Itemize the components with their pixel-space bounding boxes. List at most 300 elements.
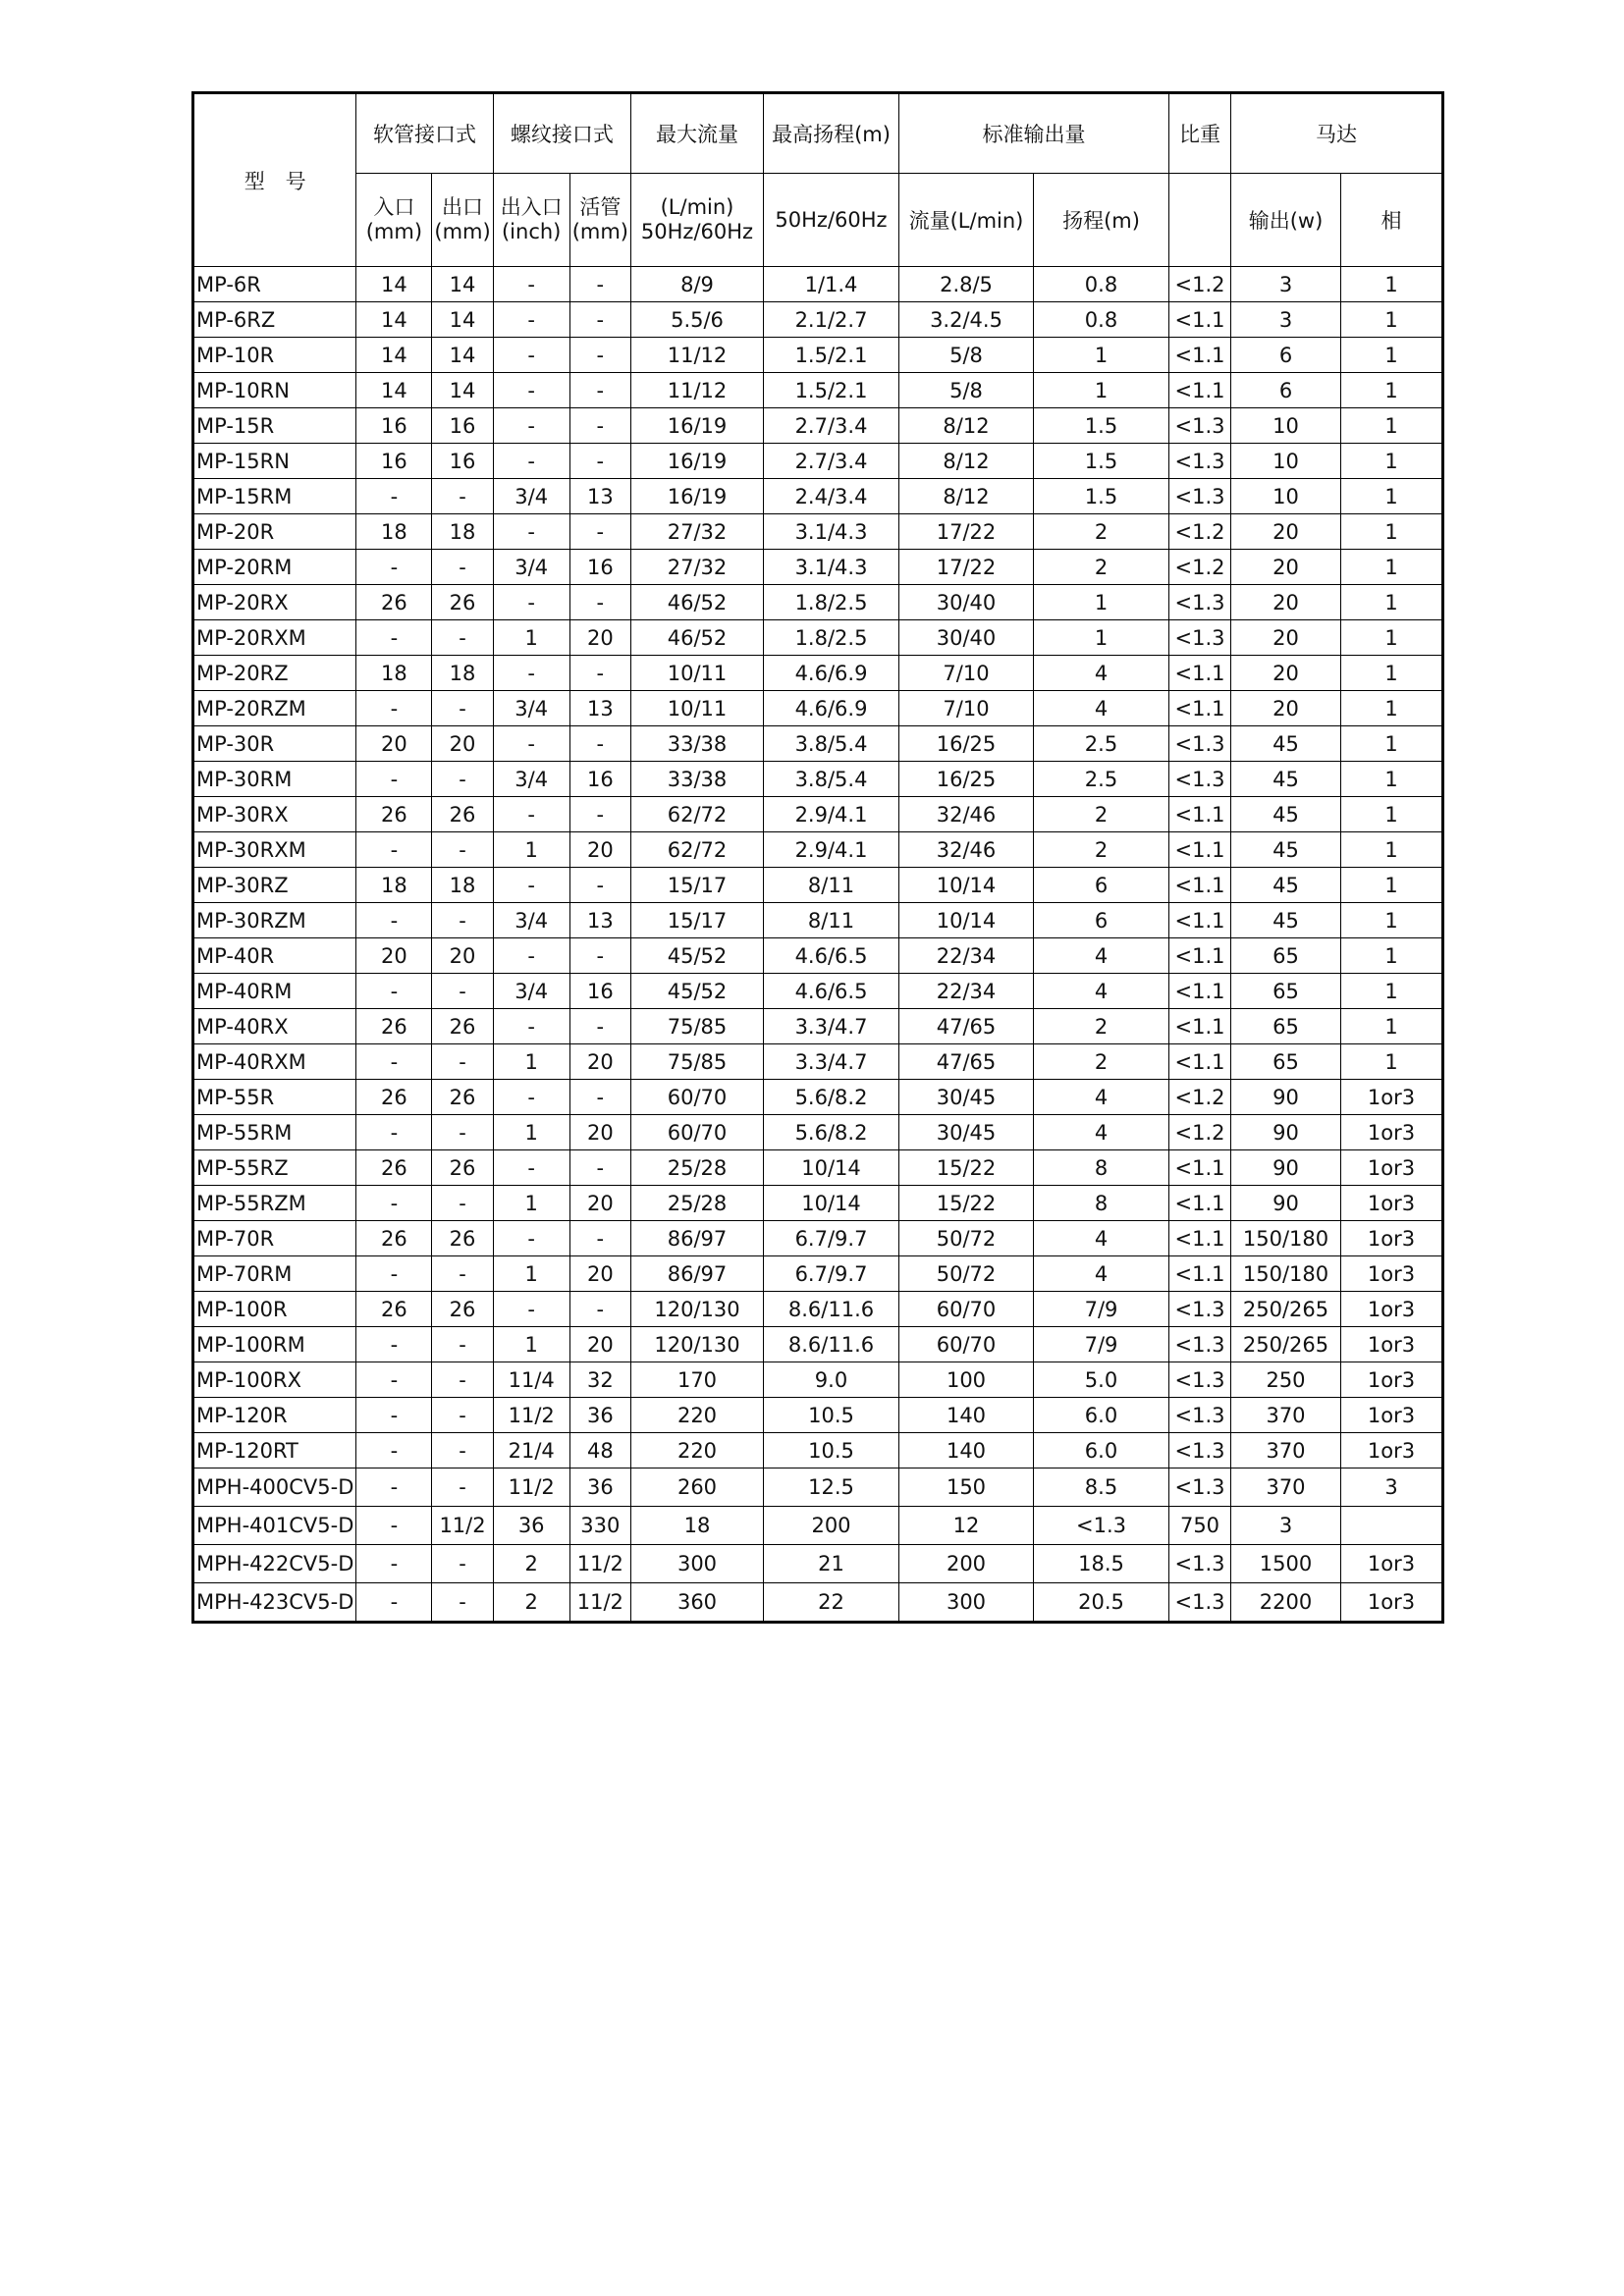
cell-thread-port: - [493, 302, 569, 338]
cell-max-flow: 86/97 [631, 1221, 764, 1256]
cell-model: MP-20R [193, 514, 356, 550]
table-row [193, 656, 1443, 691]
cell-std-flow: 140 [899, 1398, 1034, 1433]
cell-max-flow: 45/52 [631, 974, 764, 1009]
cell-std-head: 2 [1034, 514, 1169, 550]
cell-hose-inlet: - [356, 1256, 432, 1292]
cell-motor-phase: 1 [1341, 1009, 1443, 1044]
cell-max-head: 4.6/6.5 [764, 974, 899, 1009]
cell-specific-gravity: <1.3 [1169, 762, 1231, 797]
table-row [193, 1507, 1443, 1545]
cell-motor-output: 250 [1231, 1362, 1341, 1398]
cell-thread-pipe: 20 [569, 1115, 630, 1150]
cell-specific-gravity: <1.1 [1169, 1150, 1231, 1186]
table-row [193, 1583, 1443, 1623]
cell-thread-pipe: 330 [569, 1507, 630, 1545]
table-row [193, 938, 1443, 974]
cell-model: MP-70RM [193, 1256, 356, 1292]
cell-thread-port: 3/4 [493, 903, 569, 938]
table-row [193, 1115, 1443, 1150]
table-row [193, 444, 1443, 479]
cell-motor-output: 20 [1231, 514, 1341, 550]
cell-thread-port: 3/4 [493, 479, 569, 514]
cell-std-head: 1.5 [1034, 444, 1169, 479]
cell-model: MP-15R [193, 408, 356, 444]
cell-max-head: 22 [764, 1583, 899, 1623]
table-row [193, 1256, 1443, 1292]
table-row [193, 550, 1443, 585]
cell-std-flow: 2.8/5 [899, 267, 1034, 302]
cell-motor-output: 250/265 [1231, 1292, 1341, 1327]
cell-model: MP-120RT [193, 1433, 356, 1468]
cell-max-flow: 15/17 [631, 868, 764, 903]
cell-thread-port: - [493, 1221, 569, 1256]
cell-motor-output: 250/265 [1231, 1327, 1341, 1362]
cell-std-head: 6.0 [1034, 1433, 1169, 1468]
cell-thread-pipe: 36 [569, 1398, 630, 1433]
cell-motor-phase: 1or3 [1341, 1150, 1443, 1186]
cell-max-head: 200 [764, 1507, 899, 1545]
table-row [193, 1009, 1443, 1044]
cell-motor-output: 20 [1231, 585, 1341, 620]
cell-model: MP-100R [193, 1292, 356, 1327]
cell-std-head: 4 [1034, 1221, 1169, 1256]
cell-model: MP-40RM [193, 974, 356, 1009]
table-row [193, 585, 1443, 620]
cell-specific-gravity: <1.1 [1169, 302, 1231, 338]
cell-max-head: 8.6/11.6 [764, 1292, 899, 1327]
cell-thread-port: 1 [493, 1327, 569, 1362]
cell-thread-port: 11/2 [493, 1398, 569, 1433]
cell-hose-outlet: - [432, 1545, 493, 1583]
cell-motor-output: 1500 [1231, 1545, 1341, 1583]
cell-motor-phase: 1 [1341, 938, 1443, 974]
cell-hose-inlet: 14 [356, 338, 432, 373]
cell-hose-inlet: 14 [356, 302, 432, 338]
table-row [193, 373, 1443, 408]
table-row [193, 1221, 1443, 1256]
cell-specific-gravity: <1.1 [1169, 1221, 1231, 1256]
cell-hose-inlet: - [356, 479, 432, 514]
cell-hose-outlet: - [432, 1115, 493, 1150]
cell-model: MP-20RZM [193, 691, 356, 726]
cell-thread-port: 2 [493, 1583, 569, 1623]
cell-specific-gravity: <1.1 [1169, 974, 1231, 1009]
cell-specific-gravity: <1.3 [1169, 1327, 1231, 1362]
cell-hose-inlet: - [356, 620, 432, 656]
table-row [193, 1545, 1443, 1583]
cell-thread-port: - [493, 267, 569, 302]
header-motor-phase: 相 [1341, 174, 1443, 267]
cell-motor-output: 20 [1231, 620, 1341, 656]
cell-motor-output: 20 [1231, 691, 1341, 726]
pump-spec-table [191, 91, 1444, 1624]
cell-thread-pipe: - [569, 868, 630, 903]
cell-motor-phase: 1 [1341, 903, 1443, 938]
cell-hose-outlet: - [432, 1044, 493, 1080]
cell-thread-pipe: 20 [569, 832, 630, 868]
header-max-head: 最高扬程(m) [764, 93, 899, 174]
cell-std-flow: 17/22 [899, 550, 1034, 585]
table-row [193, 1150, 1443, 1186]
cell-std-head: 2 [1034, 1009, 1169, 1044]
cell-std-flow: 5/8 [899, 373, 1034, 408]
cell-max-head: 3.3/4.7 [764, 1009, 899, 1044]
cell-max-head: 3.3/4.7 [764, 1044, 899, 1080]
header-hose-inlet: 入口 (mm) [356, 174, 432, 267]
cell-std-head: 20.5 [1034, 1583, 1169, 1623]
table-row [193, 267, 1443, 302]
cell-hose-outlet: 14 [432, 302, 493, 338]
cell-motor-output: 370 [1231, 1433, 1341, 1468]
cell-thread-pipe: - [569, 797, 630, 832]
cell-max-flow: 46/52 [631, 620, 764, 656]
cell-max-flow: 62/72 [631, 797, 764, 832]
cell-std-head: 18.5 [1034, 1545, 1169, 1583]
cell-hose-inlet: - [356, 832, 432, 868]
cell-max-flow: 86/97 [631, 1256, 764, 1292]
header-sg-blank [1169, 174, 1231, 267]
cell-max-flow: 33/38 [631, 726, 764, 762]
cell-hose-outlet: 18 [432, 868, 493, 903]
cell-thread-port: 21/4 [493, 1433, 569, 1468]
cell-motor-phase: 1or3 [1341, 1292, 1443, 1327]
cell-std-flow: 10/14 [899, 903, 1034, 938]
cell-std-flow: 150 [899, 1468, 1034, 1507]
cell-hose-outlet: 26 [432, 585, 493, 620]
cell-std-head: 1 [1034, 620, 1169, 656]
cell-specific-gravity: <1.3 [1169, 620, 1231, 656]
cell-std-flow: 5/8 [899, 338, 1034, 373]
cell-motor-output: 65 [1231, 974, 1341, 1009]
cell-max-head: 1.8/2.5 [764, 585, 899, 620]
header-motor-output: 输出(w) [1231, 174, 1341, 267]
cell-motor-phase: 1 [1341, 373, 1443, 408]
cell-motor-output: 6 [1231, 338, 1341, 373]
cell-thread-pipe: - [569, 267, 630, 302]
cell-std-head: 1 [1034, 338, 1169, 373]
table-row [193, 408, 1443, 444]
cell-model: MP-40R [193, 938, 356, 974]
cell-motor-phase: 1 [1341, 620, 1443, 656]
cell-max-flow: 27/32 [631, 550, 764, 585]
cell-thread-pipe: 32 [569, 1362, 630, 1398]
cell-std-flow: 30/45 [899, 1080, 1034, 1115]
cell-specific-gravity: <1.1 [1169, 832, 1231, 868]
cell-max-flow: 8/9 [631, 267, 764, 302]
cell-hose-outlet: - [432, 620, 493, 656]
cell-std-flow: 32/46 [899, 797, 1034, 832]
cell-specific-gravity: <1.1 [1169, 1256, 1231, 1292]
cell-std-head: 6.0 [1034, 1398, 1169, 1433]
cell-model: MP-100RX [193, 1362, 356, 1398]
cell-specific-gravity: <1.3 [1169, 1545, 1231, 1583]
cell-std-head: 4 [1034, 938, 1169, 974]
table-row [193, 514, 1443, 550]
cell-thread-pipe: 48 [569, 1433, 630, 1468]
cell-hose-outlet: - [432, 550, 493, 585]
cell-motor-phase: 1 [1341, 974, 1443, 1009]
cell-thread-port: 1 [493, 832, 569, 868]
cell-std-head: 0.8 [1034, 302, 1169, 338]
cell-max-flow: 120/130 [631, 1292, 764, 1327]
table-row [193, 903, 1443, 938]
cell-hose-outlet: - [432, 1256, 493, 1292]
cell-std-flow: 300 [899, 1583, 1034, 1623]
cell-model: MP-30RZ [193, 868, 356, 903]
cell-thread-port: - [493, 514, 569, 550]
cell-hose-inlet: 18 [356, 656, 432, 691]
cell-hose-outlet: - [432, 903, 493, 938]
cell-hose-outlet: - [432, 479, 493, 514]
cell-motor-output: 20 [1231, 656, 1341, 691]
cell-hose-inlet: - [356, 1468, 432, 1507]
cell-hose-outlet: 26 [432, 797, 493, 832]
cell-motor-output: 150/180 [1231, 1221, 1341, 1256]
cell-thread-pipe: 20 [569, 1044, 630, 1080]
cell-std-flow: 22/34 [899, 938, 1034, 974]
cell-hose-inlet: - [356, 1044, 432, 1080]
cell-motor-phase: 1 [1341, 302, 1443, 338]
cell-hose-inlet: 20 [356, 938, 432, 974]
cell-hose-outlet: - [432, 1468, 493, 1507]
cell-thread-pipe: 20 [569, 620, 630, 656]
cell-motor-output: 2200 [1231, 1583, 1341, 1623]
cell-hose-inlet: - [356, 1507, 432, 1545]
cell-motor-phase: 1 [1341, 726, 1443, 762]
cell-motor-phase: 1 [1341, 514, 1443, 550]
cell-std-flow: 7/10 [899, 691, 1034, 726]
cell-thread-port: 11/2 [493, 1468, 569, 1507]
cell-specific-gravity: <1.3 [1169, 585, 1231, 620]
cell-max-head: 2.9/4.1 [764, 832, 899, 868]
cell-motor-output: 3 [1231, 267, 1341, 302]
cell-std-flow: 8/12 [899, 444, 1034, 479]
cell-hose-outlet: - [432, 1398, 493, 1433]
cell-thread-pipe: - [569, 408, 630, 444]
cell-model: MP-30RXM [193, 832, 356, 868]
cell-model: MP-6R [193, 267, 356, 302]
header-row-1 [193, 93, 1443, 174]
cell-motor-phase: 1 [1341, 832, 1443, 868]
cell-hose-inlet: 18 [356, 514, 432, 550]
cell-thread-port: - [493, 726, 569, 762]
cell-hose-inlet: 26 [356, 1150, 432, 1186]
cell-motor-phase: 1 [1341, 797, 1443, 832]
cell-specific-gravity: <1.3 [1169, 1292, 1231, 1327]
cell-specific-gravity: <1.2 [1169, 514, 1231, 550]
cell-motor-output: 45 [1231, 868, 1341, 903]
cell-hose-outlet: 14 [432, 338, 493, 373]
header-hose: 软管接口式 [356, 93, 493, 174]
cell-std-flow: 15/22 [899, 1150, 1034, 1186]
cell-std-flow: 47/65 [899, 1044, 1034, 1080]
cell-max-flow: 25/28 [631, 1150, 764, 1186]
cell-max-head: 1.8/2.5 [764, 620, 899, 656]
cell-motor-output: 65 [1231, 1009, 1341, 1044]
cell-thread-pipe: - [569, 1150, 630, 1186]
cell-std-flow: 140 [899, 1433, 1034, 1468]
cell-max-flow: 170 [631, 1362, 764, 1398]
cell-motor-phase: 1or3 [1341, 1080, 1443, 1115]
cell-hose-inlet: 14 [356, 267, 432, 302]
cell-motor-output: 6 [1231, 373, 1341, 408]
cell-model: MP-40RX [193, 1009, 356, 1044]
cell-thread-port: - [493, 1150, 569, 1186]
table-row [193, 691, 1443, 726]
cell-motor-phase: 1 [1341, 691, 1443, 726]
cell-thread-port: - [493, 444, 569, 479]
cell-hose-inlet: - [356, 1115, 432, 1150]
cell-motor-phase: 1 [1341, 585, 1443, 620]
cell-model: MP-30RZM [193, 903, 356, 938]
cell-specific-gravity: <1.2 [1169, 267, 1231, 302]
cell-hose-outlet: 18 [432, 514, 493, 550]
cell-motor-phase: 1 [1341, 1044, 1443, 1080]
table-row [193, 1433, 1443, 1468]
cell-thread-port: 3/4 [493, 974, 569, 1009]
cell-std-flow: 16/25 [899, 726, 1034, 762]
cell-hose-inlet: - [356, 550, 432, 585]
cell-std-flow: 8/12 [899, 479, 1034, 514]
cell-thread-port: 1 [493, 1044, 569, 1080]
cell-motor-phase: 1or3 [1341, 1327, 1443, 1362]
cell-specific-gravity: <1.3 [1169, 1398, 1231, 1433]
cell-max-head: 8.6/11.6 [764, 1327, 899, 1362]
cell-hose-outlet: - [432, 832, 493, 868]
cell-max-head: 2.7/3.4 [764, 408, 899, 444]
cell-std-head: 2 [1034, 1044, 1169, 1080]
cell-std-flow: 16/25 [899, 762, 1034, 797]
cell-thread-pipe: - [569, 726, 630, 762]
cell-specific-gravity: <1.1 [1169, 1186, 1231, 1221]
cell-max-head: 12.5 [764, 1468, 899, 1507]
cell-motor-output: 45 [1231, 797, 1341, 832]
cell-std-head: 2 [1034, 832, 1169, 868]
cell-hose-outlet: - [432, 762, 493, 797]
cell-thread-port: 3/4 [493, 550, 569, 585]
header-max-flow: 最大流量 [631, 93, 764, 174]
cell-model: MP-55RM [193, 1115, 356, 1150]
cell-motor-output: 10 [1231, 479, 1341, 514]
cell-specific-gravity: <1.1 [1169, 1009, 1231, 1044]
cell-motor-phase: 1or3 [1341, 1583, 1443, 1623]
cell-std-head: <1.3 [1034, 1507, 1169, 1545]
cell-hose-inlet: 26 [356, 1221, 432, 1256]
cell-max-flow: 220 [631, 1433, 764, 1468]
table-row [193, 868, 1443, 903]
cell-std-head: 4 [1034, 974, 1169, 1009]
cell-thread-port: - [493, 373, 569, 408]
cell-hose-outlet: 26 [432, 1009, 493, 1044]
cell-specific-gravity: <1.3 [1169, 1362, 1231, 1398]
cell-thread-pipe: 13 [569, 691, 630, 726]
cell-hose-inlet: 16 [356, 408, 432, 444]
cell-hose-inlet: - [356, 1327, 432, 1362]
cell-hose-outlet: 16 [432, 444, 493, 479]
cell-motor-phase: 1or3 [1341, 1362, 1443, 1398]
cell-max-head: 10.5 [764, 1398, 899, 1433]
cell-max-flow: 25/28 [631, 1186, 764, 1221]
cell-thread-pipe: - [569, 656, 630, 691]
cell-hose-inlet: 26 [356, 1080, 432, 1115]
cell-motor-output: 90 [1231, 1150, 1341, 1186]
cell-std-flow: 200 [899, 1545, 1034, 1583]
cell-hose-outlet: 18 [432, 656, 493, 691]
cell-thread-port: - [493, 797, 569, 832]
cell-max-head: 8/11 [764, 868, 899, 903]
cell-std-head: 2.5 [1034, 726, 1169, 762]
cell-hose-outlet: - [432, 974, 493, 1009]
cell-hose-outlet: 14 [432, 267, 493, 302]
cell-hose-inlet: - [356, 691, 432, 726]
cell-hose-inlet: 14 [356, 373, 432, 408]
cell-hose-inlet: - [356, 1362, 432, 1398]
cell-std-flow: 30/40 [899, 585, 1034, 620]
cell-thread-pipe: - [569, 1080, 630, 1115]
header-thread-pipe: 活管 (mm) [569, 174, 630, 267]
cell-hose-inlet: 26 [356, 1009, 432, 1044]
cell-thread-port: - [493, 1080, 569, 1115]
cell-std-flow: 17/22 [899, 514, 1034, 550]
cell-std-flow: 47/65 [899, 1009, 1034, 1044]
cell-motor-phase: 1 [1341, 444, 1443, 479]
cell-model: MPH-401CV5-D [193, 1507, 356, 1545]
table-row [193, 762, 1443, 797]
cell-max-head: 2.1/2.7 [764, 302, 899, 338]
table-row [193, 1080, 1443, 1115]
cell-max-flow: 16/19 [631, 444, 764, 479]
cell-thread-port: - [493, 585, 569, 620]
cell-std-flow: 30/45 [899, 1115, 1034, 1150]
cell-motor-phase: 3 [1341, 1468, 1443, 1507]
cell-thread-port: 3/4 [493, 762, 569, 797]
cell-motor-phase: 1 [1341, 479, 1443, 514]
cell-motor-output: 20 [1231, 550, 1341, 585]
table-row [193, 302, 1443, 338]
cell-std-head: 6 [1034, 903, 1169, 938]
cell-max-flow: 360 [631, 1583, 764, 1623]
cell-max-head: 10.5 [764, 1433, 899, 1468]
cell-model: MP-120R [193, 1398, 356, 1433]
cell-max-flow: 60/70 [631, 1115, 764, 1150]
cell-thread-port: 3/4 [493, 691, 569, 726]
cell-max-flow: 46/52 [631, 585, 764, 620]
cell-hose-outlet: - [432, 1362, 493, 1398]
cell-hose-outlet: - [432, 1327, 493, 1362]
cell-max-head: 10/14 [764, 1186, 899, 1221]
cell-model: MPH-422CV5-D [193, 1545, 356, 1583]
cell-motor-output: 10 [1231, 444, 1341, 479]
cell-thread-pipe: 20 [569, 1327, 630, 1362]
cell-specific-gravity: <1.3 [1169, 1433, 1231, 1468]
cell-max-head: 2.4/3.4 [764, 479, 899, 514]
cell-specific-gravity: <1.1 [1169, 373, 1231, 408]
cell-thread-port: - [493, 408, 569, 444]
cell-thread-pipe: - [569, 1292, 630, 1327]
cell-max-flow: 75/85 [631, 1044, 764, 1080]
cell-model: MP-30RM [193, 762, 356, 797]
cell-std-flow: 10/14 [899, 868, 1034, 903]
cell-motor-output: 370 [1231, 1468, 1341, 1507]
cell-std-flow: 60/70 [899, 1292, 1034, 1327]
cell-motor-output: 45 [1231, 762, 1341, 797]
cell-hose-outlet: 16 [432, 408, 493, 444]
cell-max-flow: 62/72 [631, 832, 764, 868]
cell-hose-outlet: - [432, 1433, 493, 1468]
header-hose-outlet: 出口 (mm) [432, 174, 493, 267]
cell-motor-output: 370 [1231, 1398, 1341, 1433]
